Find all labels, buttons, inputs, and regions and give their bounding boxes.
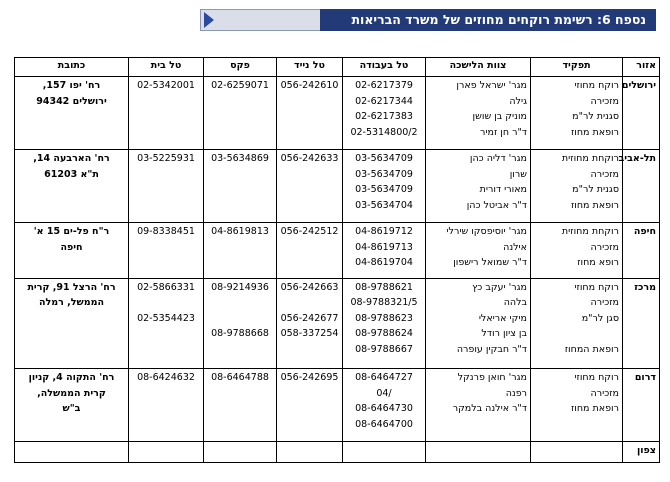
fax-line — [207, 417, 273, 433]
role-line: רוקחת מחוזית — [561, 226, 619, 238]
role-line: סגן לר"מ — [581, 312, 619, 324]
fax-line: 08-9788668 — [211, 328, 269, 340]
role-line: רוקח מחוזי — [574, 372, 619, 384]
fax-line — [207, 240, 273, 256]
district-pharmacists-table — [14, 57, 660, 463]
staff-line: ד"ר חבקין עופרה — [456, 343, 527, 355]
mobile-line: 056-242610 — [280, 80, 339, 91]
fax-line: 02-6259071 — [211, 80, 269, 91]
work-phone-cell — [343, 442, 426, 463]
work-phone-line: 02-6217379 — [355, 80, 413, 91]
staff-line: מוניק בן שושן — [472, 111, 527, 122]
region-cell — [623, 369, 660, 442]
work-phone-line: 03-5634709 — [355, 184, 413, 196]
role-cell — [531, 442, 623, 463]
work-phone-cell — [343, 278, 426, 368]
home-phone-cell — [129, 150, 204, 223]
region-label: תל-אביב — [618, 153, 656, 165]
header-mobile: טל נייד — [277, 58, 343, 77]
work-phone-cell — [343, 369, 426, 442]
role-line: מזכירה — [590, 241, 619, 253]
address-line: רח' הארבעה 14, — [33, 153, 110, 165]
home-phone-line — [132, 182, 200, 198]
work-phone-line: 08-6464727 — [355, 372, 413, 384]
header-fax: פקס — [204, 58, 277, 77]
home-phone-line: 08-6424632 — [137, 372, 195, 384]
address-line: קרית הממשלה, — [37, 387, 106, 399]
staff-cell — [426, 150, 531, 223]
fax-line — [207, 167, 273, 183]
role-line: רוקח מחוזי — [574, 80, 619, 91]
arrow-icon — [204, 12, 214, 28]
work-phone-line: 03-5634704 — [355, 199, 413, 211]
role-line: רוקח מחוזי — [574, 281, 619, 293]
home-phone-line — [132, 198, 200, 214]
work-phone-line: 08-9788321/5 — [350, 297, 418, 309]
home-phone-line — [132, 401, 200, 417]
staff-line: מיקי אריאלי — [478, 312, 527, 324]
work-phone-cell — [343, 223, 426, 279]
region-label: ירושלים — [621, 80, 656, 91]
home-phone-line: 09-8338451 — [137, 226, 195, 238]
header-address: כתובת — [15, 58, 129, 77]
header-home-phone: טל בית — [129, 58, 204, 77]
region-label: מרכז — [634, 281, 656, 293]
role-line: רוקחת מחוזית — [561, 153, 619, 165]
mobile-line — [280, 94, 339, 110]
home-phone-cell — [129, 369, 204, 442]
address-cell — [15, 278, 129, 368]
fax-line: 04-8619813 — [211, 226, 269, 238]
mobile-line: 056-242663 — [280, 281, 339, 293]
role-line: מזכירה — [590, 387, 619, 399]
mobile-line: 056-242695 — [280, 372, 339, 384]
home-phone-line — [132, 167, 200, 183]
table-row — [15, 278, 660, 368]
fax-cell — [204, 369, 277, 442]
home-phone-line — [132, 109, 200, 125]
region-label: חיפה — [633, 226, 656, 238]
home-phone-line: 02-5866331 — [137, 281, 195, 293]
address-line: ירושלים 94342 — [36, 95, 107, 107]
fax-line — [207, 255, 273, 271]
home-phone-line: 02-5354423 — [137, 312, 195, 324]
header-role: תפקיד — [531, 58, 623, 77]
role-line: סגנית לר"מ — [572, 111, 619, 122]
staff-line: מגר' יעקב כץ — [472, 281, 527, 293]
work-phone-cell — [343, 150, 426, 223]
mobile-line — [280, 401, 339, 417]
fax-line — [207, 125, 273, 141]
staff-line: ד"ר חן זמיר — [480, 126, 527, 138]
table-header-row — [15, 58, 660, 77]
mobile-line — [280, 417, 339, 433]
mobile-line — [280, 125, 339, 141]
staff-line: ד"ר אביטל כהן — [466, 199, 527, 211]
fax-line: 08-6464788 — [211, 372, 269, 384]
mobile-cell — [277, 223, 343, 279]
home-phone-line: 03-5225931 — [137, 153, 195, 165]
role-line: רופא מחוז — [577, 257, 619, 269]
staff-line: אילנה — [503, 241, 527, 253]
table-row — [15, 223, 660, 279]
address-line: ב"ש — [62, 403, 81, 415]
work-phone-line: 03-5634709 — [355, 153, 413, 165]
role-line: סגנית לר"מ — [572, 184, 619, 196]
region-cell — [623, 77, 660, 150]
fax-cell — [204, 223, 277, 279]
fax-line — [207, 198, 273, 214]
mobile-line — [280, 198, 339, 214]
fax-cell — [204, 150, 277, 223]
staff-cell — [426, 369, 531, 442]
role-cell — [531, 278, 623, 368]
work-phone-line: 08-6464700 — [355, 418, 413, 430]
region-cell — [623, 278, 660, 368]
role-cell — [531, 77, 623, 150]
staff-cell — [426, 223, 531, 279]
header-work-phone: טל בעבודה — [343, 58, 426, 77]
header-region: אזור — [623, 58, 660, 77]
role-line: מזכירה — [590, 297, 619, 309]
role-line: רופאת המחוז — [564, 343, 619, 355]
home-phone-line — [132, 125, 200, 141]
role-cell — [531, 223, 623, 279]
home-phone-line — [132, 326, 200, 342]
staff-line: מאורי דורית — [479, 184, 527, 196]
role-line: מזכירה — [590, 95, 619, 107]
staff-line: מגר' דליה כהן — [469, 153, 527, 165]
mobile-cell — [277, 150, 343, 223]
address-cell — [15, 77, 129, 150]
mobile-line — [280, 386, 339, 402]
mobile-line — [280, 109, 339, 125]
home-phone-line — [132, 240, 200, 256]
work-phone-line: 02-6217383 — [355, 111, 413, 122]
home-phone-line — [132, 417, 200, 433]
mobile-cell — [277, 369, 343, 442]
mobile-cell — [277, 278, 343, 368]
header-staff: צוות הלישכה — [426, 58, 531, 77]
role-line: רופאת מחוז — [570, 126, 619, 138]
region-cell — [623, 442, 660, 463]
table-row — [15, 369, 660, 442]
fax-line — [207, 386, 273, 402]
fax-line — [207, 182, 273, 198]
home-phone-line — [132, 386, 200, 402]
work-phone-line: 02-5314800/2 — [350, 126, 418, 138]
home-phone-line: 02-5342001 — [137, 80, 195, 91]
role-line — [534, 326, 619, 342]
staff-line: מגר' ישראל פארן — [456, 80, 527, 91]
address-line: ר"ח פל-ים 15 א' — [33, 226, 110, 238]
mobile-line — [280, 182, 339, 198]
staff-cell — [426, 278, 531, 368]
address-line: חיפה — [60, 241, 83, 253]
address-line: רח' התקוה 4, קניון — [28, 372, 115, 384]
table-row — [15, 150, 660, 223]
region-cell — [618, 150, 660, 223]
mobile-line: 056-242512 — [280, 226, 339, 238]
staff-cell — [426, 442, 531, 463]
home-phone-cell — [129, 278, 204, 368]
region-cell — [623, 223, 660, 279]
staff-line: מגר' יוסיפסקו שירלי — [446, 226, 527, 238]
staff-line: ד"ר אילנה בלמקר — [452, 403, 527, 415]
fax-cell — [204, 77, 277, 150]
address-cell — [15, 369, 129, 442]
work-phone-cell — [343, 77, 426, 150]
role-cell — [531, 369, 623, 442]
work-phone-line: 04-8619704 — [355, 257, 413, 269]
home-phone-cell — [129, 223, 204, 279]
home-phone-line — [132, 295, 200, 311]
mobile-line: 058-337254 — [280, 328, 339, 340]
appendix-banner — [200, 9, 656, 31]
address-line: הממשל, רמלה — [38, 297, 104, 309]
mobile-line — [280, 295, 339, 311]
region-label: דרום — [634, 372, 656, 384]
address-cell — [15, 150, 129, 223]
fax-line — [207, 342, 273, 358]
staff-line: בלהה — [503, 297, 527, 309]
staff-line: רפנה — [505, 387, 527, 399]
home-phone-line — [132, 255, 200, 271]
role-cell — [531, 150, 623, 223]
role-line: מזכירה — [590, 168, 619, 180]
staff-line: גילה — [509, 95, 527, 107]
work-phone-line: 08-9788667 — [355, 343, 413, 355]
fax-cell — [204, 442, 277, 463]
mobile-line: 056-242677 — [280, 312, 339, 324]
mobile-cell — [277, 77, 343, 150]
fax-line: 08-9214936 — [211, 281, 269, 293]
home-phone-cell — [129, 442, 204, 463]
mobile-line — [280, 342, 339, 358]
address-cell — [15, 442, 129, 463]
table-row — [15, 77, 660, 150]
home-phone-line — [132, 94, 200, 110]
mobile-line: 056-242633 — [280, 153, 339, 165]
home-phone-cell — [129, 77, 204, 150]
address-line: ת"א 61203 — [44, 168, 99, 180]
staff-line: ד"ר שמואל רישפון — [453, 257, 527, 269]
mobile-cell — [277, 442, 343, 463]
fax-cell — [204, 278, 277, 368]
region-label: צפון — [637, 445, 656, 457]
home-phone-line — [132, 342, 200, 358]
work-phone-line: 03-5634709 — [355, 168, 413, 180]
address-line: רח' הרצל 91, קרית — [27, 281, 116, 293]
work-phone-line: 08-6464730 — [355, 403, 413, 415]
mobile-line — [280, 255, 339, 271]
role-line: רופאת מחוז — [570, 199, 619, 211]
staff-line: שרון — [509, 168, 527, 180]
work-phone-line: 04/ — [376, 387, 392, 399]
mobile-line — [280, 240, 339, 256]
staff-line: בן ציון רודל — [481, 328, 527, 340]
fax-line — [207, 94, 273, 110]
fax-line — [207, 401, 273, 417]
work-phone-line: 04-8619713 — [355, 241, 413, 253]
work-phone-line: 08-9788624 — [355, 328, 413, 340]
fax-line — [207, 109, 273, 125]
fax-line — [207, 295, 273, 311]
work-phone-line: 08-9788623 — [355, 312, 413, 324]
mobile-line — [280, 167, 339, 183]
role-line: רופאת מחוז — [570, 403, 619, 415]
work-phone-line: 08-9788621 — [355, 281, 413, 293]
work-phone-line: 04-8619712 — [355, 226, 413, 238]
table-row — [15, 442, 660, 463]
appendix-title: נספח 6: רשימת רוקחים מחוזים של משרד הבריאות — [351, 12, 646, 27]
address-line: רח' יפו 157, — [42, 80, 101, 91]
fax-line — [207, 311, 273, 327]
work-phone-line: 02-6217344 — [355, 95, 413, 107]
fax-line: 03-5634869 — [211, 153, 269, 165]
staff-cell — [426, 77, 531, 150]
staff-line: מגר' חואן פרנקל — [457, 372, 527, 384]
address-cell — [15, 223, 129, 279]
